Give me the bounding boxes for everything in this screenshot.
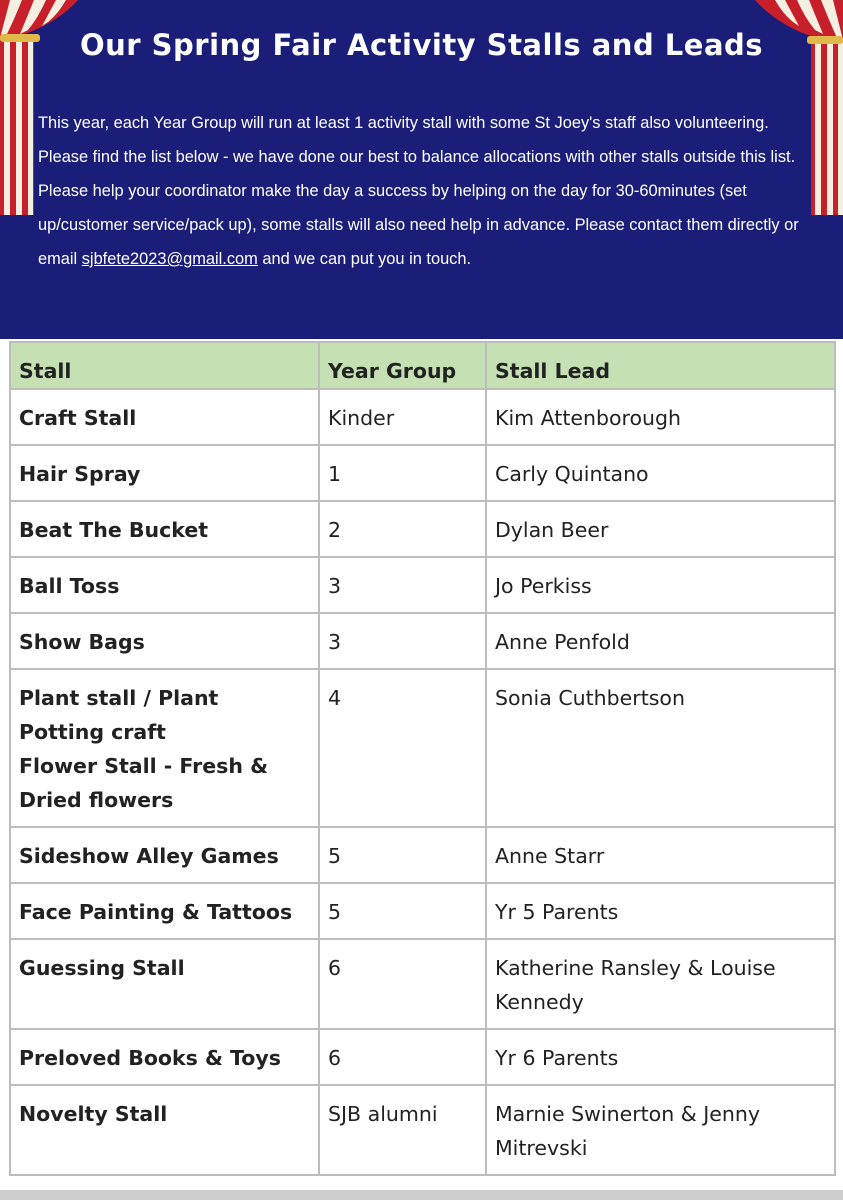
year-cell: SJB alumni: [319, 1085, 486, 1175]
stalls-table: [9, 341, 836, 1176]
year-cell: 5: [319, 827, 486, 883]
lead-cell: Anne Penfold: [486, 613, 835, 669]
lead-cell: Dylan Beer: [486, 501, 835, 557]
table-row: [10, 613, 835, 669]
lead-cell: Marnie Swinerton & Jenny Mitrevski: [486, 1085, 835, 1175]
stall-cell-line-1: Plant stall / Plant Potting craft: [19, 686, 219, 744]
lead-cell: Sonia Cuthbertson: [486, 669, 835, 827]
column-header-stall-lead: Stall Lead: [486, 342, 835, 389]
header-banner: [0, 0, 843, 339]
stall-cell: Hair Spray: [10, 445, 319, 501]
table-row: [10, 1085, 835, 1175]
page-bottom-edge: [0, 1190, 843, 1200]
stall-cell: Novelty Stall: [10, 1085, 319, 1175]
stall-cell: Sideshow Alley Games: [10, 827, 319, 883]
year-cell: 2: [319, 501, 486, 557]
stall-cell: Show Bags: [10, 613, 319, 669]
intro-text: This year, each Year Group will run at least 1 activity stall with some St Joey's staff also volunteering. Please find the list below - we have done our best to balance allocations with other stalls outside this list. Please help your coordinator make the day a success by helping on the day for 30-60minutes (set up/customer service/pack up), some stalls will also need help in advance. Please contact them directly or email: [38, 114, 799, 268]
stall-cell: [10, 669, 319, 827]
table-header-row: [10, 342, 835, 389]
year-cell: 1: [319, 445, 486, 501]
table-row: [10, 939, 835, 1029]
table-row: [10, 1029, 835, 1085]
lead-cell: Katherine Ransley & Louise Kennedy: [486, 939, 835, 1029]
table-row: [10, 557, 835, 613]
intro-paragraph: [38, 106, 808, 276]
column-header-year-group: Year Group: [319, 342, 486, 389]
lead-cell: Anne Starr: [486, 827, 835, 883]
year-cell: 3: [319, 557, 486, 613]
intro-text-end: and we can put you in touch.: [257, 250, 472, 268]
year-cell: 6: [319, 939, 486, 1029]
lead-cell: Yr 5 Parents: [486, 883, 835, 939]
stall-cell: Face Painting & Tattoos: [10, 883, 319, 939]
stall-cell-line-2: Flower Stall - Fresh & Dried flowers: [19, 754, 268, 812]
page-title: Our Spring Fair Activity Stalls and Leads: [79, 28, 764, 62]
table-row: [10, 669, 835, 827]
stall-cell: Beat The Bucket: [10, 501, 319, 557]
year-cell: Kinder: [319, 389, 486, 445]
table-row: [10, 389, 835, 445]
lead-cell: Kim Attenborough: [486, 389, 835, 445]
lead-cell: Jo Perkiss: [486, 557, 835, 613]
stall-cell: Preloved Books & Toys: [10, 1029, 319, 1085]
year-cell: 3: [319, 613, 486, 669]
lead-cell: Yr 6 Parents: [486, 1029, 835, 1085]
column-header-stall: Stall: [10, 342, 319, 389]
stall-cell: Ball Toss: [10, 557, 319, 613]
table-row: [10, 827, 835, 883]
stalls-table-container: [9, 341, 836, 1176]
year-cell: 5: [319, 883, 486, 939]
email-link[interactable]: sjbfete2023@gmail.com: [81, 250, 258, 268]
stall-cell: Craft Stall: [10, 389, 319, 445]
table-row: [10, 445, 835, 501]
stall-cell: Guessing Stall: [10, 939, 319, 1029]
year-cell: 6: [319, 1029, 486, 1085]
year-cell: 4: [319, 669, 486, 827]
lead-cell: Carly Quintano: [486, 445, 835, 501]
table-row: [10, 501, 835, 557]
table-row: [10, 883, 835, 939]
